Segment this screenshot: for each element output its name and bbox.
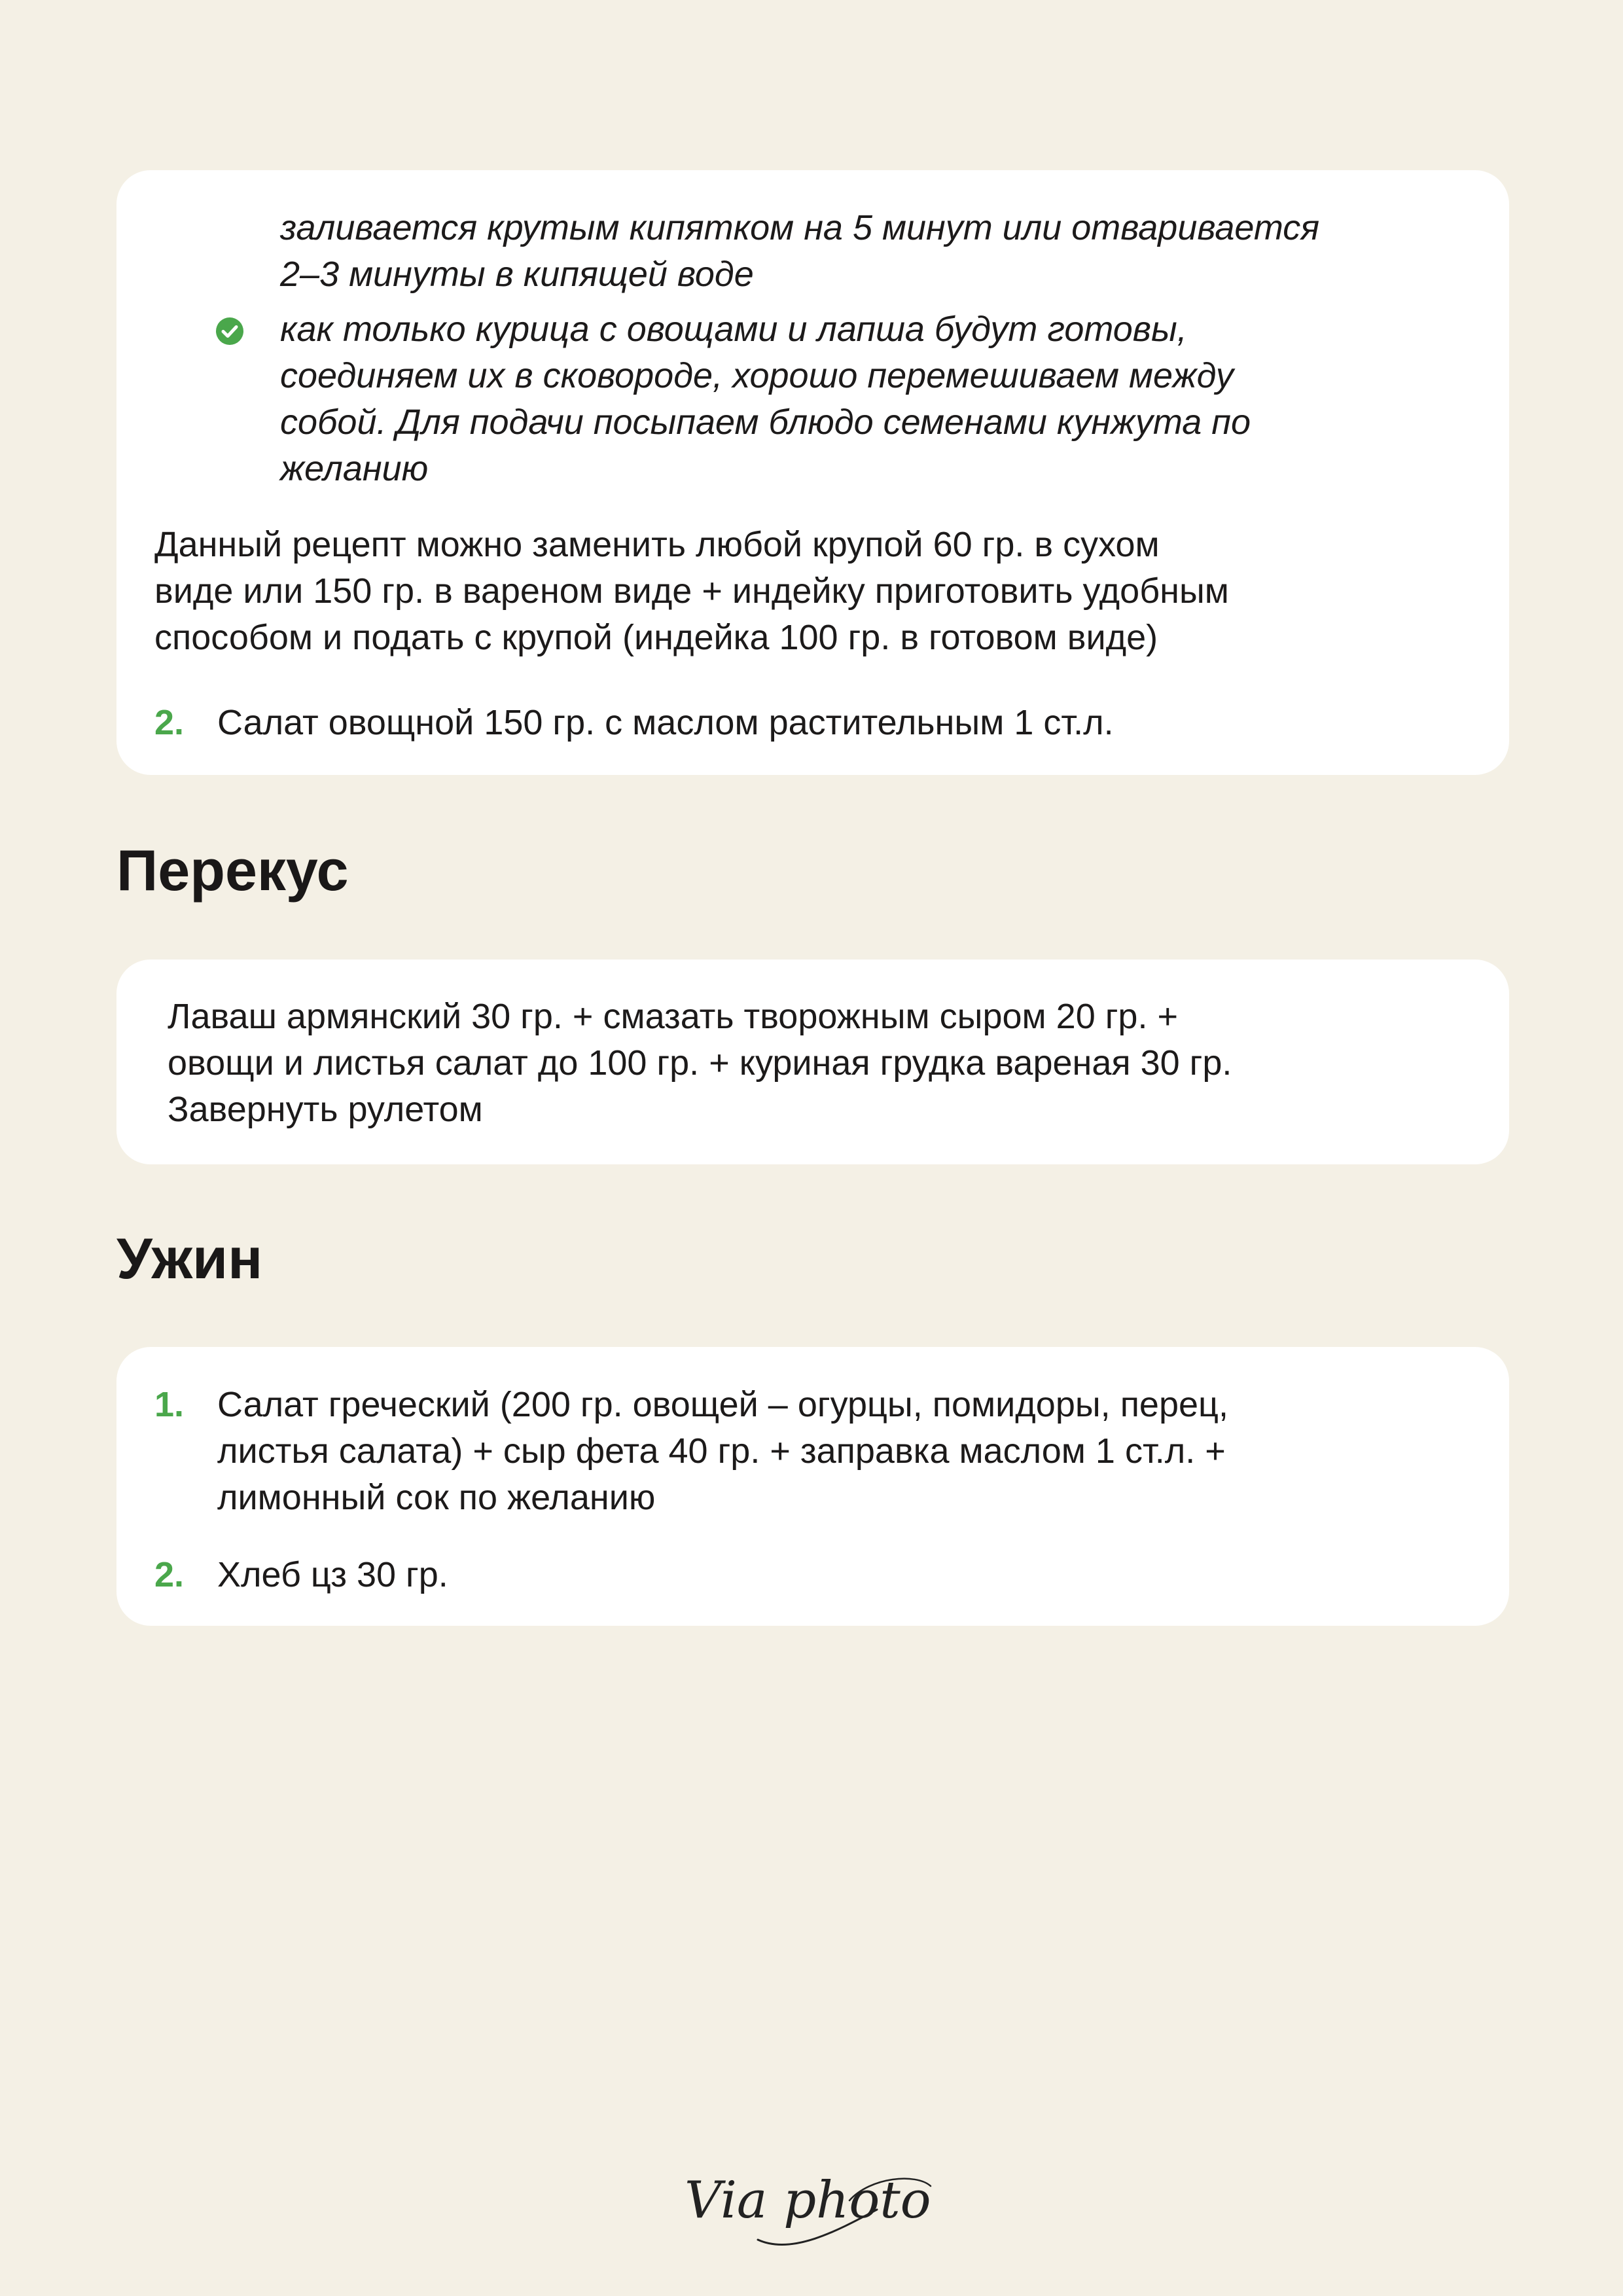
list-item-text: лимонный сок по желанию bbox=[217, 1478, 656, 1517]
recipe-note-line: Данный рецепт можно заменить любой крупой 60 гр. в сухом bbox=[154, 525, 1160, 564]
signature-logo bbox=[681, 2157, 955, 2262]
check-circle-icon bbox=[216, 317, 243, 345]
list-item-text: Хлеб цз 30 гр. bbox=[217, 1555, 448, 1594]
section-heading-snack: Перекус bbox=[116, 838, 349, 903]
list-number: 2. bbox=[154, 703, 185, 742]
snack-text-line: Завернуть рулетом bbox=[168, 1090, 483, 1129]
check-item-line: соединяем их в сковороде, хорошо перемешиваем между bbox=[280, 356, 1234, 395]
list-item-text: Салат овощной 150 гр. с маслом растительным 1 ст.л. bbox=[217, 703, 1114, 742]
signature-text: Via photo bbox=[685, 2171, 931, 2230]
check-item-line: как только курица с овощами и лапша будут готовы, bbox=[280, 310, 1187, 349]
list-number: 2. bbox=[154, 1555, 185, 1594]
snack-text-line: Лаваш армянский 30 гр. + смазать творожным сыром 20 гр. + bbox=[168, 997, 1179, 1036]
bullet-text-line: заливается крутым кипятком на 5 минут или отваривается bbox=[280, 208, 1320, 247]
section-heading-dinner: Ужин bbox=[116, 1226, 263, 1291]
list-item-text: Салат греческий (200 гр. овощей – огурцы, помидоры, перец, bbox=[217, 1385, 1228, 1424]
bullet-text-line: 2–3 минуты в кипящей воде bbox=[280, 255, 754, 294]
list-number: 1. bbox=[154, 1385, 185, 1424]
recipe-note-line: способом и подать с крупой (индейка 100 гр. в готовом виде) bbox=[154, 618, 1158, 657]
check-item-line: желанию bbox=[280, 449, 429, 488]
check-item-line: собой. Для подачи посыпаем блюдо семенами кунжута по bbox=[280, 403, 1251, 442]
list-item-text: листья салата) + сыр фета 40 гр. + заправка маслом 1 ст.л. + bbox=[217, 1431, 1226, 1471]
snack-text-line: овощи и листья салат до 100 гр. + куриная грудка вареная 30 гр. bbox=[168, 1043, 1232, 1083]
recipe-note-line: виде или 150 гр. в вареном виде + индейку приготовить удобным bbox=[154, 571, 1229, 611]
